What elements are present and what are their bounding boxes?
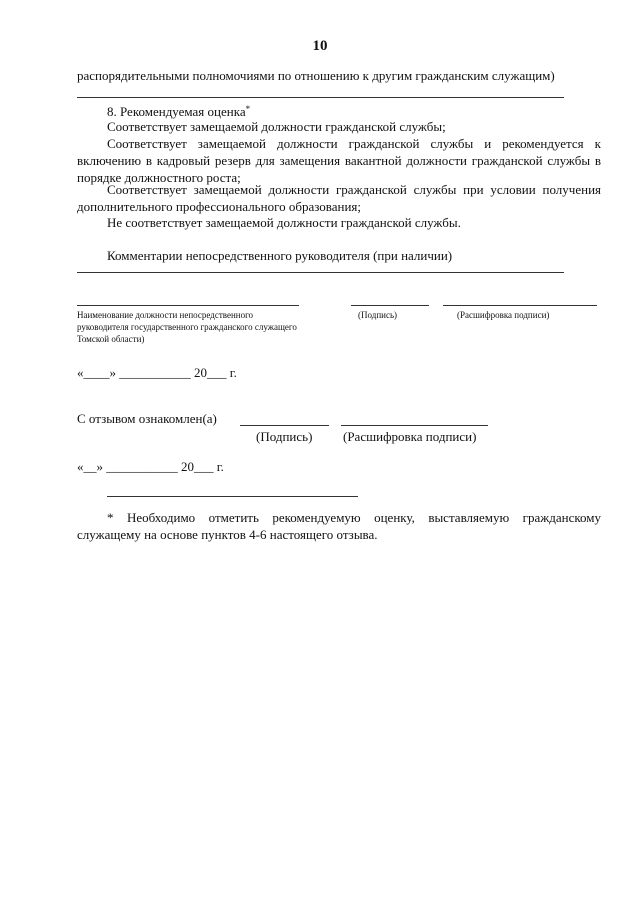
footnote-marker: * [245, 104, 251, 114]
acquainted-decoding-caption: (Расшифровка подписи) [343, 429, 477, 444]
acquainted-label: С отзывом ознакомлен(а) [77, 411, 217, 426]
footnote: * Необходимо отметить рекомендуемую оценку, выставляемую гражданскому служащему на основе пунктов 4-6 настоящего отзыва. [77, 510, 601, 542]
option-2: Соответствует замещаемой должности гражданской службы и рекомендуется к включению в кадровый резерв для замещения вакантной должности гражданской службы в порядке должностного роста; [77, 136, 601, 185]
option-3: Соответствует замещаемой должности гражданской службы при условии получения дополнительного профессионального образования; [77, 182, 601, 214]
date-line-1: «____» ___________ 20___ г. [77, 365, 237, 380]
continuation-text: распорядительными полномочиями по отношению к другим гражданским служащим) [77, 68, 555, 83]
footnote-separator [107, 496, 358, 497]
date-line-2: «__» ___________ 20___ г. [77, 459, 224, 474]
comments-label: Комментарии непосредственного руководителя (при наличии) [107, 248, 453, 263]
decoding-caption: (Расшифровка подписи) [457, 310, 550, 320]
acquainted-signature-caption: (Подпись) [256, 429, 313, 444]
page-number: 10 [312, 38, 328, 54]
comments-line [77, 272, 564, 273]
acquainted-decoding-line [341, 425, 488, 426]
signature-line [351, 305, 429, 306]
decoding-line [443, 305, 597, 306]
signature-caption: (Подпись) [358, 310, 398, 320]
position-line [77, 305, 299, 306]
section-8-heading: 8. Рекомендуемая оценка* [107, 104, 251, 119]
divider-line [77, 97, 564, 98]
option-4: Не соответствует замещаемой должности гражданской службы. [107, 215, 461, 230]
position-caption: Наименование должности непосредственного руководителя государственного гражданского служащего Томской области) [77, 310, 297, 344]
acquainted-signature-line [240, 425, 329, 426]
option-1: Соответствует замещаемой должности гражданской службы; [107, 119, 446, 134]
